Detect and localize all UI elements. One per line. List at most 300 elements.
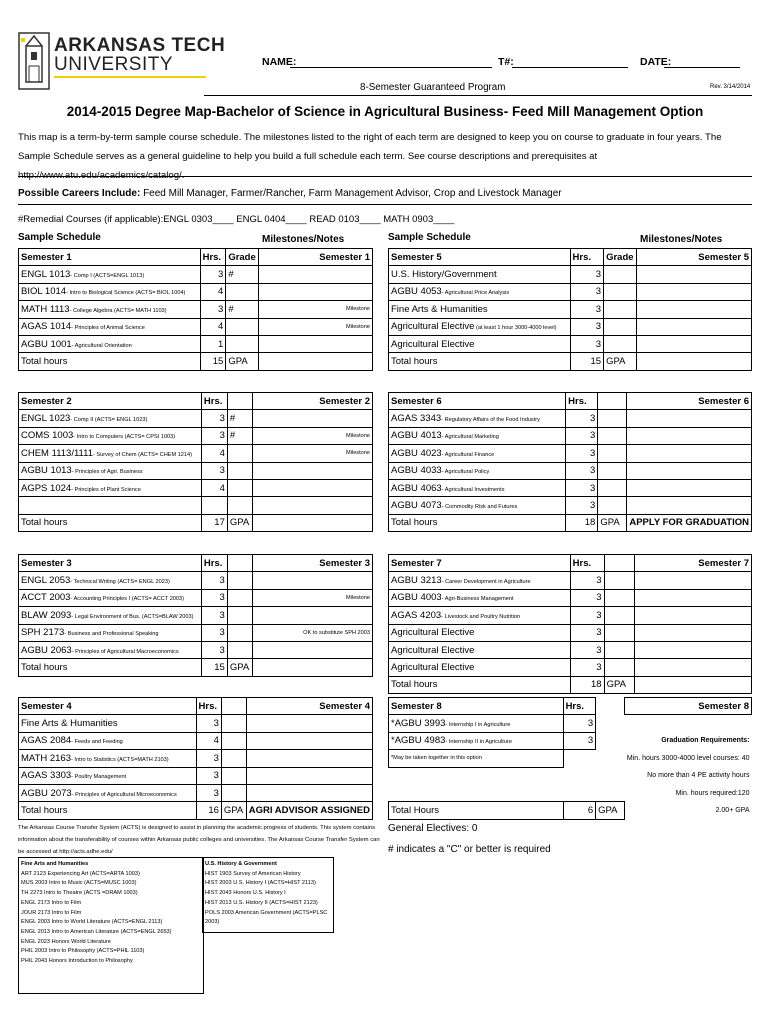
course-grade[interactable] bbox=[598, 427, 627, 444]
course-note bbox=[252, 607, 372, 624]
hrs-heading: Hrs. bbox=[563, 698, 596, 715]
semester-label-right: Semester 8 bbox=[625, 698, 752, 715]
course-hrs: 3 bbox=[566, 410, 598, 427]
semester-label: Semester 4 bbox=[19, 698, 197, 715]
requirement-note: Min. hours 3000-4000 level courses: 40 bbox=[626, 754, 750, 762]
course-note bbox=[258, 266, 372, 283]
table-row bbox=[389, 427, 752, 444]
course-hrs: 3 bbox=[200, 266, 226, 283]
list-item: HIST 2013 U.S. History II (ACTS=HIST 2123) bbox=[205, 899, 318, 906]
milestones-heading-right: Milestones/Notes bbox=[640, 234, 723, 245]
table-row bbox=[389, 607, 752, 624]
total-row bbox=[19, 353, 373, 370]
table-row bbox=[19, 641, 373, 658]
logo-accent-bar bbox=[54, 76, 206, 78]
course-desc: - Principles of Agricultural Microeconomics bbox=[71, 791, 177, 798]
table-row bbox=[389, 641, 752, 658]
table-row bbox=[389, 283, 752, 300]
course-desc: - Agricultural Investments bbox=[441, 486, 505, 493]
total-row bbox=[389, 676, 752, 693]
course-grade[interactable]: # bbox=[226, 266, 258, 283]
course-desc: - Career Development in Agriculture bbox=[441, 579, 531, 586]
course-hrs: 3 bbox=[570, 335, 604, 352]
table-row bbox=[19, 732, 373, 749]
course-grade[interactable] bbox=[598, 410, 627, 427]
semester-label-right: Semester 4 bbox=[246, 698, 372, 715]
course-grade[interactable] bbox=[221, 732, 246, 749]
course-name: AGBU 3213 bbox=[391, 575, 442, 587]
careers-line bbox=[18, 188, 562, 199]
course-desc: (at least 1 hour 3000-4000 level) bbox=[474, 325, 557, 332]
total-row bbox=[389, 353, 752, 370]
table-row bbox=[389, 266, 752, 283]
semester-label-right: Semester 2 bbox=[252, 393, 372, 410]
course-hrs: 3 bbox=[201, 624, 227, 641]
table-row bbox=[19, 715, 373, 732]
t-number-field[interactable] bbox=[512, 57, 628, 68]
course-desc: - Regulatory Affairs of the Food Industry bbox=[441, 417, 540, 424]
course-grade[interactable] bbox=[221, 767, 246, 784]
course-desc: - Business and Professional Speaking bbox=[64, 631, 159, 638]
remedial-courses: #Remedial Courses (if applicable):ENGL 0303____ ENGL 0404____ READ 0103____ MATH 0903____ bbox=[18, 214, 455, 225]
course-grade[interactable] bbox=[604, 335, 636, 352]
sample-schedule-heading-right: Sample Schedule bbox=[388, 232, 471, 243]
gpa-label: GPA bbox=[604, 676, 634, 693]
careers-label: Possible Careers Include: bbox=[18, 188, 141, 199]
course-desc: - Technical Writing (ACTS= ENGL 2023) bbox=[70, 579, 170, 586]
course-name: Agricultural Elective bbox=[391, 644, 475, 656]
course-hrs: 3 bbox=[566, 445, 598, 462]
course-note bbox=[258, 335, 372, 352]
program-label: 8-Semester Guaranteed Program bbox=[360, 82, 506, 93]
course-name: AGAS 2084 bbox=[21, 735, 72, 747]
course-name: Fine Arts & Humanities bbox=[391, 303, 488, 315]
list-item: ENGL 2023 Honors World Literature bbox=[21, 938, 111, 945]
hrs-heading: Hrs. bbox=[570, 249, 604, 266]
course-desc: - Intro to Computers (ACTS= CPSI 1003) bbox=[73, 434, 176, 441]
course-desc: - Legal Environment of Bus. (ACTS=BLAW 2003) bbox=[71, 613, 194, 620]
course-name: AGBU 2073 bbox=[21, 787, 72, 799]
careers-text: Feed Mill Manager, Farmer/Rancher, Farm Management Advisor, Crop and Livestock Manager bbox=[143, 188, 562, 199]
logo-text-line2: UNIVERSITY bbox=[54, 54, 174, 75]
page-title: 2014-2015 Degree Map-Bachelor of Science in Agricultural Business- Feed Mill Management Option bbox=[66, 104, 704, 119]
course-name: *AGBU 3993 bbox=[391, 718, 446, 730]
course-grade[interactable] bbox=[604, 641, 634, 658]
course-name: ENGL 2053 bbox=[21, 575, 71, 587]
semester-6-table bbox=[388, 392, 752, 532]
semester-label: Semester 8 bbox=[389, 698, 564, 715]
course-desc: - Feeds and Feeding bbox=[71, 739, 123, 746]
course-hrs: 4 bbox=[201, 479, 227, 496]
course-desc: - Comp I (ACTS=ENGL 1013) bbox=[70, 273, 145, 280]
course-grade[interactable] bbox=[226, 335, 258, 352]
course-name: SPH 2173 bbox=[21, 627, 65, 639]
course-hrs: 3 bbox=[566, 479, 598, 496]
list-item: HIST 2003 U.S. History I (ACTS=HIST 2113) bbox=[205, 880, 316, 887]
intro-divider bbox=[18, 176, 752, 177]
table-row bbox=[19, 283, 373, 300]
date-field[interactable] bbox=[664, 57, 740, 68]
university-seal-icon bbox=[18, 32, 50, 90]
course-grade[interactable] bbox=[227, 479, 252, 496]
t-number-label: T#: bbox=[498, 56, 514, 68]
course-hrs: 3 bbox=[563, 732, 596, 749]
table-row bbox=[389, 732, 752, 749]
course-name: U.S. History/Government bbox=[391, 269, 497, 281]
total-hrs: 15 bbox=[570, 353, 604, 370]
course-name: AGAS 1014 bbox=[21, 321, 72, 333]
course-desc: - Agri-Business Management bbox=[441, 596, 514, 603]
course-hrs: 3 bbox=[563, 715, 596, 732]
course-name: Agricultural Elective bbox=[391, 338, 475, 350]
course-hrs: 3 bbox=[566, 427, 598, 444]
list-item: JOUR 2173 Intro to Film bbox=[21, 909, 82, 916]
course-grade[interactable] bbox=[227, 462, 252, 479]
course-hrs: 4 bbox=[196, 732, 221, 749]
course-grade[interactable] bbox=[604, 283, 636, 300]
fine-arts-list bbox=[18, 857, 204, 994]
table-row bbox=[389, 767, 752, 784]
table-row bbox=[19, 479, 373, 496]
table-row bbox=[389, 715, 752, 732]
fine-arts-title: Fine Arts and Humanities bbox=[21, 861, 89, 867]
course-grade[interactable] bbox=[598, 445, 627, 462]
table-row bbox=[389, 659, 752, 676]
course-name: AGBU 2063 bbox=[21, 644, 72, 656]
course-hrs: 3 bbox=[201, 589, 227, 606]
hrs-heading: Hrs. bbox=[201, 555, 227, 572]
course-grade[interactable] bbox=[598, 462, 627, 479]
requirement-note: No more than 4 PE activity hours bbox=[647, 772, 750, 780]
course-grade[interactable] bbox=[604, 624, 634, 641]
course-hrs: 3 bbox=[566, 497, 598, 514]
course-hrs: 3 bbox=[570, 607, 604, 624]
table-row bbox=[19, 301, 373, 318]
course-hrs: 3 bbox=[570, 659, 604, 676]
course-hrs: 3 bbox=[570, 266, 604, 283]
course-desc: - Principles of Agri. Business bbox=[71, 469, 143, 476]
list-item: ENGL 2013 Intro to American Literature (ACTS=ENGL 2653) bbox=[21, 928, 172, 935]
list-item: TH 2273 Intro to Theatre (ACTS =DRAM 1003) bbox=[21, 890, 138, 897]
list-item: POLS 2003 American Government (ACTS=PLSC 2003) bbox=[205, 909, 328, 926]
course-hrs: 3 bbox=[570, 318, 604, 335]
course-name: COMS 1003 bbox=[21, 430, 74, 442]
hrs-heading: Hrs. bbox=[570, 555, 604, 572]
list-item: ART 2123 Experiencing Art (ACTS=ARTA 1003) bbox=[21, 870, 140, 877]
total-label: Total hours bbox=[19, 353, 201, 370]
table-row bbox=[389, 497, 752, 514]
course-name: AGPS 1024 bbox=[21, 482, 72, 494]
semester-label-right: Semester 5 bbox=[636, 249, 751, 266]
table-row bbox=[19, 445, 373, 462]
table-row bbox=[19, 266, 373, 283]
course-name: Fine Arts & Humanities bbox=[21, 718, 118, 730]
course-note: Milestone bbox=[252, 589, 372, 606]
general-electives: General Electives: 0 bbox=[388, 823, 478, 834]
course-name: AGBU 4063 bbox=[391, 482, 442, 494]
table-row bbox=[389, 572, 752, 589]
table-row bbox=[19, 410, 373, 427]
course-hrs: 4 bbox=[200, 283, 226, 300]
total-label: Total hours bbox=[389, 676, 571, 693]
semester-label: Semester 2 bbox=[19, 393, 202, 410]
course-desc: - Commodity Risk and Futures bbox=[441, 504, 518, 511]
semester-label: Semester 6 bbox=[389, 393, 566, 410]
course-note: Milestone bbox=[252, 427, 372, 444]
gpa-label: GPA bbox=[227, 514, 252, 531]
course-grade[interactable] bbox=[227, 607, 252, 624]
semester-label-right: Semester 7 bbox=[634, 555, 751, 572]
course-hrs: 3 bbox=[566, 462, 598, 479]
semester-label: Semester 7 bbox=[389, 555, 571, 572]
course-hrs: 3 bbox=[196, 715, 221, 732]
semester-7-table bbox=[388, 554, 752, 694]
total-label: Total hours bbox=[19, 659, 202, 676]
semester-2-table bbox=[18, 392, 373, 532]
course-grade[interactable] bbox=[221, 715, 246, 732]
total-label: Total hours bbox=[19, 802, 197, 819]
course-desc: - Comp II (ACTS= ENGL 1023) bbox=[70, 417, 148, 424]
table-row bbox=[389, 479, 752, 496]
gpa-label: GPA bbox=[596, 802, 625, 819]
semester-label: Semester 1 bbox=[19, 249, 201, 266]
course-grade[interactable] bbox=[604, 589, 634, 606]
header-divider bbox=[204, 95, 752, 96]
course-grade[interactable] bbox=[604, 659, 634, 676]
course-desc: - Agricultural Orientation bbox=[71, 342, 132, 349]
total-hrs: 17 bbox=[201, 514, 227, 531]
table-row bbox=[19, 572, 373, 589]
course-grade[interactable] bbox=[226, 318, 258, 335]
course-desc: - Agricultural Policy bbox=[441, 469, 490, 476]
course-name: AGBU 4013 bbox=[391, 430, 442, 442]
advisor-note: AGRI ADVISOR ASSIGNED bbox=[246, 802, 372, 819]
total-label: Total hours bbox=[389, 514, 566, 531]
course-grade[interactable]: # bbox=[227, 410, 252, 427]
course-name: AGBU 4033 bbox=[391, 465, 442, 477]
semester-label: Semester 3 bbox=[19, 555, 202, 572]
course-desc: *May be taken together in this option bbox=[389, 750, 564, 767]
date-label: DATE: bbox=[640, 56, 672, 68]
course-grade[interactable] bbox=[227, 445, 252, 462]
course-grade[interactable]: # bbox=[227, 427, 252, 444]
course-grade[interactable] bbox=[227, 572, 252, 589]
table-row bbox=[389, 462, 752, 479]
total-row bbox=[19, 802, 373, 819]
course-name: AGBU 1001 bbox=[21, 338, 72, 350]
course-name: AGAS 4203 bbox=[391, 609, 442, 621]
course-note bbox=[252, 479, 372, 496]
course-hrs: 3 bbox=[201, 607, 227, 624]
gpa-label: GPA bbox=[604, 353, 636, 370]
course-note: Milestone bbox=[252, 445, 372, 462]
gpa-label: GPA bbox=[226, 353, 258, 370]
course-name: AGAS 3343 bbox=[391, 413, 442, 425]
total-label: Total hours bbox=[389, 353, 571, 370]
course-name: ENGL 1013 bbox=[21, 269, 71, 281]
table-row bbox=[19, 589, 373, 606]
table-row bbox=[19, 462, 373, 479]
grade-indicator-note: # indicates a "C" or better is required bbox=[388, 844, 551, 855]
list-item: ENGL 2003 Intro to World Literature (ACTS=ENGL 2113) bbox=[21, 919, 163, 926]
course-note bbox=[252, 641, 372, 658]
semester-label-right: Semester 1 bbox=[258, 249, 372, 266]
intro-text: This map is a term-by-term sample course schedule. The milestones listed to the right of each term are designed to keep you on course to graduate in four years. The Sample Schedule serves as a general guideline to help you build a full schedule each term. See course descriptions and prerequisites at http://www.atu.edu/academics/catalog/. bbox=[18, 132, 722, 181]
list-item: HIST 1903 Survey of American History bbox=[205, 870, 301, 877]
course-hrs: 3 bbox=[570, 624, 604, 641]
requirement-note: 2.00+ GPA bbox=[715, 807, 750, 815]
course-hrs: 3 bbox=[196, 784, 221, 801]
total-label: Total Hours bbox=[389, 802, 564, 819]
hrs-heading: Hrs. bbox=[566, 393, 598, 410]
semester-label-right: Semester 3 bbox=[252, 555, 372, 572]
course-note: OK to substitute SPH 2003 bbox=[252, 624, 372, 641]
semester-5-table bbox=[388, 248, 752, 371]
course-hrs: 3 bbox=[200, 301, 226, 318]
table-row bbox=[19, 335, 373, 352]
name-field[interactable] bbox=[290, 57, 492, 68]
course-grade[interactable] bbox=[221, 784, 246, 801]
list-item: PHIL 2003 Intro to Philosophy (ACTS=PHIL 1103) bbox=[21, 948, 145, 955]
semester-label-right: Semester 6 bbox=[627, 393, 752, 410]
semester-8-table bbox=[388, 697, 752, 820]
us-history-list bbox=[202, 857, 334, 933]
semester-4-table bbox=[18, 697, 373, 820]
table-row bbox=[19, 427, 373, 444]
course-desc: - Agricultural Price Analysis bbox=[441, 290, 510, 297]
course-name: BLAW 2093 bbox=[21, 609, 72, 621]
course-grade[interactable] bbox=[604, 266, 636, 283]
course-desc: - Agricultural Marketing bbox=[441, 434, 499, 441]
course-hrs: 4 bbox=[201, 445, 227, 462]
table-row bbox=[19, 750, 373, 767]
course-grade[interactable] bbox=[221, 750, 246, 767]
course-desc: - Accounting Principles I (ACTS= ACCT 2003) bbox=[70, 596, 184, 603]
course-desc: - Principles of Plant Science bbox=[71, 486, 141, 493]
total-hrs: 16 bbox=[196, 802, 221, 819]
course-note bbox=[258, 283, 372, 300]
course-desc: - College Algebra (ACTS= MATH 1103) bbox=[69, 307, 167, 314]
course-grade[interactable] bbox=[598, 479, 627, 496]
total-label: Total hours bbox=[19, 514, 202, 531]
course-name: ENGL 1023 bbox=[21, 413, 71, 425]
course-name: AGBU 4023 bbox=[391, 447, 442, 459]
course-desc: - Poultry Management bbox=[71, 774, 127, 781]
course-hrs: 3 bbox=[196, 767, 221, 784]
course-desc: - Livestock and Poultry Nutrition bbox=[441, 613, 521, 620]
careers-divider bbox=[18, 204, 752, 205]
course-grade[interactable] bbox=[604, 607, 634, 624]
table-row bbox=[19, 784, 373, 801]
course-hrs: 1 bbox=[200, 335, 226, 352]
course-grade[interactable]: # bbox=[226, 301, 258, 318]
grade-heading: Grade bbox=[604, 249, 636, 266]
course-note: Milestone bbox=[258, 318, 372, 335]
graduation-requirements-heading: Graduation Requirements: bbox=[661, 737, 750, 745]
course-name: AGBU 4053 bbox=[391, 286, 442, 298]
course-grade[interactable] bbox=[598, 497, 627, 514]
list-item: HIST 2043 Honors U.S. History I bbox=[205, 890, 286, 897]
course-hrs: 3 bbox=[570, 641, 604, 658]
course-hrs: 3 bbox=[201, 572, 227, 589]
name-label: NAME: bbox=[262, 56, 297, 68]
course-note bbox=[252, 462, 372, 479]
course-name: Agricultural Elective bbox=[391, 321, 475, 333]
course-grade[interactable] bbox=[226, 283, 258, 300]
course-name: AGBU 4003 bbox=[391, 592, 442, 604]
course-grade[interactable] bbox=[227, 589, 252, 606]
course-desc: - Intro to Statistics (ACTS=MATH 2103) bbox=[70, 756, 169, 763]
total-hrs: 15 bbox=[200, 353, 226, 370]
course-grade[interactable] bbox=[604, 301, 636, 318]
table-row bbox=[389, 335, 752, 352]
table-row bbox=[19, 767, 373, 784]
course-name: MATH 2163 bbox=[21, 752, 71, 764]
course-desc: - Internship II in Agriculture bbox=[445, 739, 512, 746]
grade-heading: Grade bbox=[226, 249, 258, 266]
course-hrs: 3 bbox=[196, 750, 221, 767]
revision-date: Rev. 3/14/2014 bbox=[710, 84, 751, 90]
semester-3-table bbox=[18, 554, 373, 677]
course-grade[interactable] bbox=[227, 641, 252, 658]
course-hrs: 4 bbox=[200, 318, 226, 335]
total-row bbox=[389, 514, 752, 531]
course-desc: - Internship I in Agriculture bbox=[445, 722, 511, 729]
total-hrs: 6 bbox=[563, 802, 596, 819]
sample-schedule-heading-left: Sample Schedule bbox=[18, 232, 101, 243]
table-row bbox=[19, 497, 373, 514]
course-desc: - Principles of Animal Science bbox=[71, 325, 145, 332]
course-hrs: 3 bbox=[201, 427, 227, 444]
course-note bbox=[252, 572, 372, 589]
course-note: Milestone bbox=[258, 301, 372, 318]
table-row bbox=[19, 607, 373, 624]
course-hrs: 3 bbox=[570, 572, 604, 589]
total-row bbox=[19, 659, 373, 676]
table-row bbox=[389, 410, 752, 427]
requirement-note: Min. hours required:120 bbox=[675, 789, 750, 797]
course-grade[interactable] bbox=[227, 624, 252, 641]
course-name: CHEM 1113/1111 bbox=[21, 447, 93, 459]
total-row bbox=[19, 514, 373, 531]
total-hrs: 15 bbox=[201, 659, 227, 676]
course-grade[interactable] bbox=[604, 572, 634, 589]
course-hrs: 3 bbox=[201, 410, 227, 427]
table-row bbox=[389, 318, 752, 335]
total-hrs: 18 bbox=[570, 676, 604, 693]
course-hrs: 3 bbox=[570, 283, 604, 300]
course-name: Agricultural Elective bbox=[391, 627, 475, 639]
course-hrs: 3 bbox=[201, 462, 227, 479]
list-item: PHIL 2043 Honors Introduction to Philosophy bbox=[21, 958, 133, 965]
course-hrs: 3 bbox=[570, 301, 604, 318]
acts-note: The Arkansas Course Transfer System (ACTS) is designed to assist in planning the academic progress of students. This system contains information about the transferability of courses within Arkansas public colleges and universities. The Arkansas Course Transfer System can be accessed at http://acts.adhe.edu/ bbox=[18, 825, 380, 855]
table-row bbox=[389, 784, 752, 801]
course-desc: - Intro to Biological Science (ACTS= BIOL 1004) bbox=[66, 290, 186, 297]
course-hrs: 3 bbox=[570, 589, 604, 606]
total-hrs: 18 bbox=[566, 514, 598, 531]
course-grade[interactable] bbox=[604, 318, 636, 335]
semester-label: Semester 5 bbox=[389, 249, 571, 266]
gpa-label: GPA bbox=[221, 802, 246, 819]
table-row bbox=[389, 589, 752, 606]
table-row bbox=[19, 318, 373, 335]
apply-graduation-note: APPLY FOR GRADUATION bbox=[627, 514, 752, 531]
course-name: AGBU 1013 bbox=[21, 465, 72, 477]
course-hrs: 3 bbox=[201, 641, 227, 658]
table-row bbox=[19, 624, 373, 641]
logo-text-line1: ARKANSAS TECH bbox=[54, 35, 226, 56]
